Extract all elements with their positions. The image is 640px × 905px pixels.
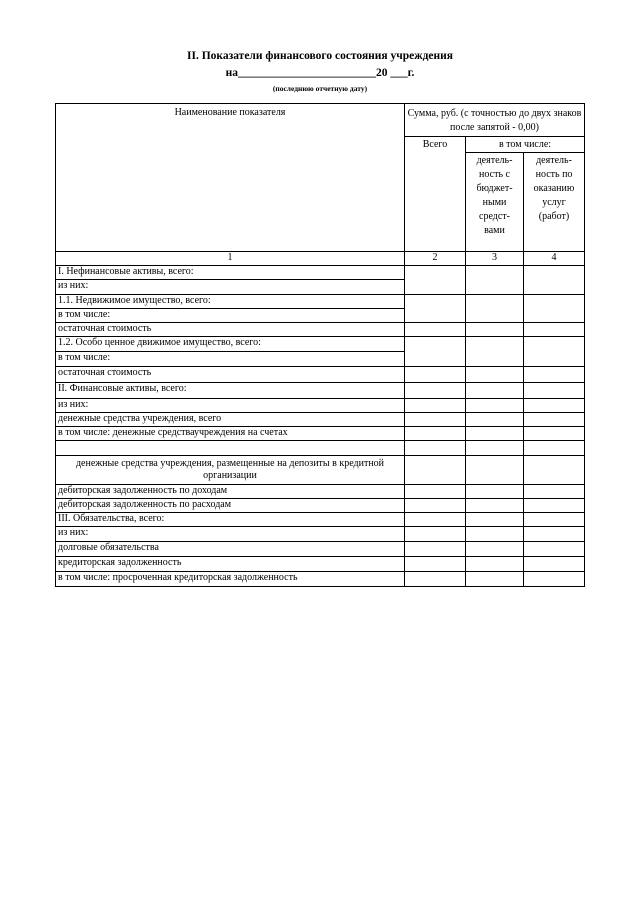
cell-services[interactable]	[524, 427, 585, 441]
cell-budget[interactable]	[466, 383, 524, 399]
table-row	[56, 399, 585, 413]
cell-services[interactable]	[524, 513, 585, 527]
cell-budget[interactable]	[466, 485, 524, 499]
row-label: в том числе: денежные средстваучреждения на счетах	[56, 427, 405, 441]
cell-total[interactable]	[405, 485, 466, 499]
header-indicator-name: Наименование показателя	[56, 104, 405, 252]
cell-services[interactable]	[524, 441, 585, 456]
cell-budget[interactable]	[466, 367, 524, 383]
cell-services[interactable]	[524, 266, 585, 295]
cell-services[interactable]	[524, 499, 585, 513]
cell-services[interactable]	[524, 323, 585, 337]
cell-services[interactable]	[524, 456, 585, 485]
table-row	[56, 513, 585, 527]
cell-total[interactable]	[405, 383, 466, 399]
cell-services[interactable]	[524, 367, 585, 383]
cell-services[interactable]	[524, 383, 585, 399]
cell-services[interactable]	[524, 527, 585, 542]
row-label: долговые обязательства	[56, 542, 405, 557]
cell-services[interactable]	[524, 295, 585, 323]
cell-services[interactable]	[524, 485, 585, 499]
row-label: в том числе: просроченная кредиторская задолженность	[56, 572, 405, 587]
cell-budget[interactable]	[466, 527, 524, 542]
cell-budget[interactable]	[466, 413, 524, 427]
cell-total[interactable]	[405, 527, 466, 542]
cell-total[interactable]	[405, 413, 466, 427]
table-row	[56, 337, 585, 352]
report-date-line: на________________________20 ___г.	[225, 67, 415, 79]
row-label: из них:	[56, 280, 405, 295]
cell-total[interactable]	[405, 337, 466, 367]
section-title: II. Показатели финансового состояния учреждения	[187, 50, 453, 62]
cell-budget[interactable]	[466, 337, 524, 367]
table-row	[56, 295, 585, 309]
cell-services[interactable]	[524, 337, 585, 367]
cell-total[interactable]	[405, 572, 466, 587]
table-row	[56, 367, 585, 383]
cell-budget[interactable]	[466, 323, 524, 337]
cell-total[interactable]	[405, 441, 466, 456]
cell-total[interactable]	[405, 367, 466, 383]
cell-total[interactable]	[405, 323, 466, 337]
cell-total[interactable]	[405, 295, 466, 323]
row-label: остаточная стоимость	[56, 367, 405, 383]
table-row	[56, 485, 585, 499]
row-label: кредиторская задолженность	[56, 557, 405, 572]
table-row	[56, 499, 585, 513]
row-label: дебиторская задолженность по расходам	[56, 499, 405, 513]
header-including: в том числе:	[466, 137, 585, 153]
cell-services[interactable]	[524, 413, 585, 427]
cell-total[interactable]	[405, 399, 466, 413]
column-number-3: 3	[466, 252, 524, 266]
column-number-1: 1	[56, 252, 405, 266]
cell-budget[interactable]	[466, 427, 524, 441]
row-label: 1.2. Особо ценное движимое имущество, всего:	[56, 337, 405, 352]
row-label: из них:	[56, 399, 405, 413]
cell-budget[interactable]	[466, 499, 524, 513]
cell-total[interactable]	[405, 266, 466, 295]
cell-total[interactable]	[405, 499, 466, 513]
table-row	[56, 572, 585, 587]
table-row	[56, 527, 585, 542]
row-label: II. Финансовые активы, всего:	[56, 383, 405, 399]
cell-services[interactable]	[524, 557, 585, 572]
table-row	[56, 456, 585, 485]
column-number-4: 4	[524, 252, 585, 266]
cell-budget[interactable]	[466, 266, 524, 295]
row-label-empty	[56, 441, 405, 456]
cell-budget[interactable]	[466, 441, 524, 456]
cell-budget[interactable]	[466, 557, 524, 572]
financial-indicators-table	[55, 103, 585, 587]
cell-budget[interactable]	[466, 513, 524, 527]
header-budget-activity: деятель- ность с бюджет- ными средст- вами	[466, 153, 524, 252]
table-row	[56, 557, 585, 572]
cell-budget[interactable]	[466, 542, 524, 557]
row-label: денежные средства учреждения, всего	[56, 413, 405, 427]
table-row	[56, 542, 585, 557]
row-label: денежные средства учреждения, размещенные на депозиты в кредитной организации	[56, 456, 405, 485]
table-row	[56, 266, 585, 280]
table-row	[56, 323, 585, 337]
cell-services[interactable]	[524, 399, 585, 413]
cell-budget[interactable]	[466, 295, 524, 323]
cell-total[interactable]	[405, 427, 466, 441]
cell-budget[interactable]	[466, 572, 524, 587]
row-label: в том числе:	[56, 352, 405, 367]
cell-services[interactable]	[524, 572, 585, 587]
cell-total[interactable]	[405, 557, 466, 572]
row-label: из них:	[56, 527, 405, 542]
row-label: I. Нефинансовые активы, всего:	[56, 266, 405, 280]
table-row	[56, 413, 585, 427]
row-label: дебиторская задолженность по доходам	[56, 485, 405, 499]
row-label: остаточная стоимость	[56, 323, 405, 337]
cell-total[interactable]	[405, 513, 466, 527]
header-services-activity: деятель- ность по оказанию услуг (работ)	[524, 153, 585, 252]
table-row	[56, 383, 585, 399]
table-row	[56, 427, 585, 441]
header-total: Всего	[405, 137, 466, 252]
cell-total[interactable]	[405, 456, 466, 485]
cell-budget[interactable]	[466, 399, 524, 413]
row-label: III. Обязательства, всего:	[56, 513, 405, 527]
row-label: в том числе:	[56, 309, 405, 323]
cell-services[interactable]	[524, 542, 585, 557]
table-row	[56, 441, 585, 456]
cell-budget[interactable]	[466, 456, 524, 485]
row-label: 1.1. Недвижимое имущество, всего:	[56, 295, 405, 309]
column-number-2: 2	[405, 252, 466, 266]
report-date-note: (последнюю отчетную дату)	[272, 84, 368, 93]
cell-total[interactable]	[405, 542, 466, 557]
header-sum: Сумма, руб. (с точностью до двух знаков после запятой - 0,00)	[405, 104, 585, 137]
